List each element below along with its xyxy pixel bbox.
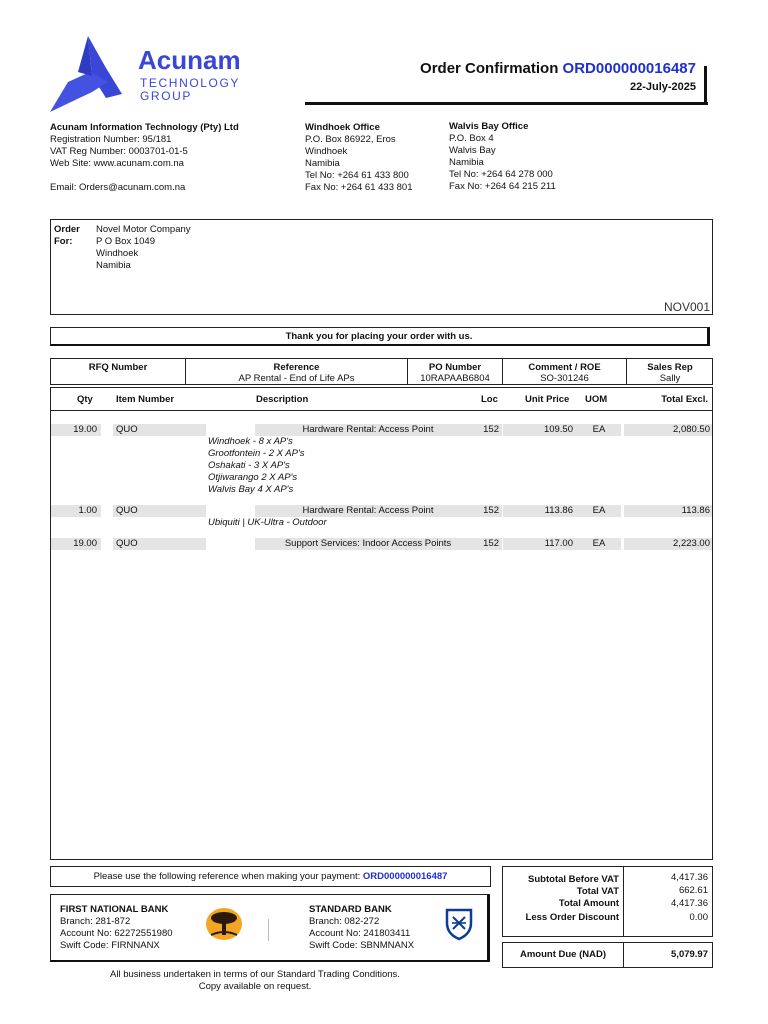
rfq-header: RFQ Number [88, 362, 148, 373]
order-for-address [96, 224, 191, 272]
loc-header: Loc [481, 394, 498, 405]
for-label: For: [54, 236, 73, 247]
item-qty: 19.00 [51, 424, 101, 436]
item-note: Otjiwarango 2 X AP's [208, 472, 298, 483]
discount-value: 0.00 [689, 912, 708, 923]
item-total: 2,223.00 [624, 538, 712, 550]
office-title: Windhoek Office [305, 122, 380, 133]
order-number: ORD000000016487 [562, 60, 696, 77]
address-line: Novel Motor Company [96, 224, 191, 235]
subtotal-label: Subtotal Before VAT [528, 874, 619, 885]
payment-reference-number: ORD000000016487 [362, 871, 448, 882]
item-loc: 152 [479, 538, 502, 550]
footer [60, 969, 450, 993]
title-bar [704, 66, 707, 105]
discount-label: Less Order Discount [525, 912, 619, 923]
item-number: QUO [113, 424, 206, 436]
footer-line: Copy available on request. [198, 981, 312, 992]
vat-value: 662.61 [678, 885, 708, 896]
item-notes [208, 436, 305, 496]
office-line: P.O. Box 86922, Eros [305, 134, 396, 145]
uom-header: UOM [585, 394, 608, 405]
office-line: Namibia [449, 157, 484, 168]
bank-fnb [60, 904, 173, 952]
item-uom: EA [577, 424, 621, 436]
office-line: Namibia [305, 158, 340, 169]
logo-name: Acunam [138, 45, 241, 75]
reference-header: Reference [273, 362, 320, 373]
logo-line2: TECHNOLOGY [140, 76, 241, 90]
item-uom: EA [577, 538, 621, 550]
info-table [50, 358, 713, 385]
company-email[interactable]: Email: Orders@acunam.com.na [50, 182, 186, 193]
address-line: P O Box 1049 [96, 236, 155, 247]
order-for-label [54, 224, 80, 248]
totals-box [502, 866, 713, 937]
bank-name: STANDARD BANK [309, 904, 392, 915]
office-line: Tel No: +264 64 278 000 [449, 169, 553, 180]
total-amount-value: 4,417.36 [671, 898, 708, 909]
item-description: Support Services: Indoor Access Points [255, 538, 479, 550]
item-note: Ubiquiti | UK-Ultra - Outdoor [208, 517, 327, 528]
item-number-header: Item Number [116, 394, 175, 405]
amount-due-label: Amount Due (NAD) [519, 949, 606, 960]
company-line: Web Site: www.acunam.com.na [50, 158, 184, 169]
office-line: Tel No: +264 61 433 800 [305, 170, 409, 181]
account-code: NOV001 [663, 300, 710, 314]
item-unit-price: 109.50 [503, 424, 577, 436]
table-row [51, 538, 712, 550]
item-note: Oshakati - 3 X AP's [208, 460, 290, 471]
bank-account: Account No: 62272551980 [60, 928, 173, 939]
footer-line: All business undertaken in terms of our Standard Trading Conditions. [110, 969, 400, 980]
comment-value: SO-301246 [540, 373, 589, 384]
sales-rep-header: Sales Rep [647, 362, 693, 373]
item-number: QUO [113, 505, 206, 517]
item-number: QUO [113, 538, 206, 550]
total-amount-label: Total Amount [558, 898, 619, 909]
office-title: Walvis Bay Office [449, 121, 529, 132]
thank-you-text: Thank you for placing your order with us. [285, 331, 473, 342]
item-unit-price: 113.86 [503, 505, 577, 517]
item-qty: 1.00 [51, 505, 101, 517]
logo-line3: GROUP [140, 89, 193, 103]
company-logo [48, 32, 258, 114]
table-row [51, 424, 712, 436]
title-rule [305, 102, 708, 105]
order-date: 22-July-2025 [629, 81, 696, 93]
order-title-prefix: Order Confirmation [420, 60, 559, 77]
office-line: Fax No: +264 61 433 801 [305, 182, 413, 193]
amount-due-box [502, 942, 713, 968]
windhoek-office [305, 122, 412, 194]
company-line: VAT Reg Number: 0003701-01-5 [50, 146, 188, 157]
address-line: Namibia [96, 260, 131, 271]
bank-details-box [50, 894, 490, 962]
bank-standard [309, 904, 414, 952]
item-note: Walvis Bay 4 X AP's [208, 484, 294, 495]
order-for-box [50, 219, 713, 315]
description-header: Description [256, 394, 309, 405]
item-unit-price: 117.00 [503, 538, 577, 550]
reference-value: AP Rental - End of Life APs [238, 373, 355, 384]
item-qty: 19.00 [51, 538, 101, 550]
total-header: Total Excl. [661, 394, 708, 405]
bank-divider [268, 919, 269, 941]
standard-bank-shield-icon [444, 907, 474, 941]
amount-due-value: 5,079.97 [671, 949, 708, 960]
office-line: Walvis Bay [449, 145, 496, 156]
address-line: Windhoek [96, 248, 139, 259]
item-description: Hardware Rental: Access Point [255, 505, 479, 517]
office-line: Fax No: +264 64 215 211 [449, 181, 556, 192]
unit-price-header: Unit Price [525, 394, 570, 405]
table-row [51, 505, 712, 517]
item-note: Windhoek - 8 x AP's [208, 436, 293, 447]
company-info [50, 122, 239, 194]
bank-swift: Swift Code: FIRNNANX [60, 940, 160, 951]
comment-header: Comment / ROE [528, 362, 601, 373]
payment-reference [51, 871, 490, 883]
item-total: 113.86 [624, 505, 712, 517]
fnb-tree-logo-icon [205, 907, 243, 941]
sales-rep-value: Sally [659, 373, 681, 384]
office-line: Windhoek [305, 146, 348, 157]
order-title [420, 60, 696, 77]
bank-branch: Branch: 281-872 [60, 916, 131, 927]
bank-swift: Swift Code: SBNMNANX [309, 940, 415, 951]
vat-label: Total VAT [576, 886, 619, 897]
items-box [50, 387, 713, 860]
item-loc: 152 [479, 424, 502, 436]
subtotal-value: 4,417.36 [671, 872, 708, 883]
order-label: Order [54, 224, 80, 235]
po-header: PO Number [428, 362, 482, 373]
bank-account: Account No: 241803411 [309, 928, 411, 939]
item-description: Hardware Rental: Access Point [255, 424, 479, 436]
company-name: Acunam Information Technology (Pty) Ltd [50, 122, 239, 133]
po-value: 10RAPAAB6804 [420, 373, 490, 384]
acunam-logo-mark-icon [48, 32, 138, 114]
bank-name: FIRST NATIONAL BANK [60, 904, 169, 915]
payment-reference-box [50, 866, 491, 887]
item-notes [208, 517, 327, 529]
item-uom: EA [577, 505, 621, 517]
header-rule [51, 410, 712, 411]
office-line: P.O. Box 4 [449, 133, 494, 144]
company-line: Registration Number: 95/181 [50, 134, 172, 145]
qty-header: Qty [77, 394, 93, 405]
thank-you-box [50, 327, 710, 346]
item-loc: 152 [479, 505, 502, 517]
walvis-office [449, 121, 556, 193]
item-note: Grootfontein - 2 X AP's [208, 448, 305, 459]
item-total: 2,080.50 [624, 424, 712, 436]
payment-reference-text: Please use the following reference when making your payment: [93, 871, 361, 882]
bank-branch: Branch: 082-272 [309, 916, 380, 927]
